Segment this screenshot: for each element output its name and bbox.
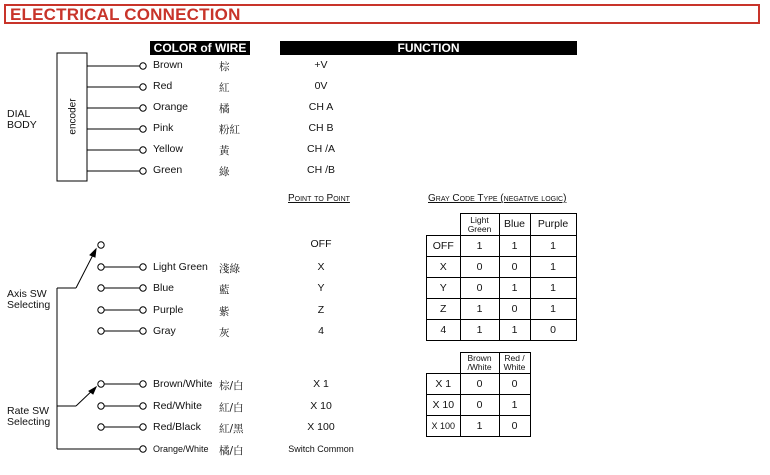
table-row: X 1 0 0	[427, 374, 531, 395]
dial-wire-kanji: 黃	[219, 145, 230, 157]
page-title: ELECTRICAL CONNECTION	[10, 5, 241, 24]
rate-wire-color: Orange/White	[153, 444, 209, 454]
axis-wire-kanji: 紫	[219, 306, 230, 318]
axis-wire-function: Y	[317, 282, 325, 294]
gray-code-title: Gray Code Type (negative logic)	[428, 193, 567, 204]
table-header: Light Green	[460, 214, 499, 236]
table-row: Y 0 1 1	[427, 278, 577, 299]
encoder-label: encoder	[67, 98, 79, 135]
rate-wire-function: X 1	[313, 378, 329, 390]
dial-wire-function: 0V	[314, 80, 328, 92]
rate-wire-function: X 100	[307, 421, 335, 433]
dial-wire-color: Brown	[153, 59, 183, 71]
axis-wire-function: 4	[318, 325, 324, 337]
dial-wire-color: Green	[153, 164, 183, 176]
dial-wire-color: Orange	[153, 101, 189, 113]
axis-wire-color: Purple	[153, 304, 184, 316]
rate-wire-kanji: 紅/黑	[219, 423, 244, 435]
dial-wire-kanji: 粉紅	[219, 124, 240, 136]
axis-wire-kanji: 藍	[219, 284, 230, 296]
rate-wire-color: Brown/White	[153, 378, 213, 390]
dial-wire-function: CH /A	[306, 143, 335, 155]
rate-switch-wires	[57, 381, 146, 452]
dial-wire-function: CH B	[308, 122, 334, 134]
rate-wire-kanji: 棕/白	[219, 380, 244, 392]
table-header: Brown /White	[460, 353, 499, 374]
rate-sw-label: Rate SW Selecting	[7, 405, 51, 428]
rate-gray-code-table	[426, 352, 531, 437]
rate-wire-function: X 10	[310, 400, 332, 412]
rate-wire-kanji: 紅/白	[219, 402, 244, 414]
dial-wire-kanji: 橘	[219, 103, 230, 115]
dial-wire-kanji: 綠	[219, 166, 230, 178]
dial-wire-function: CH /B	[306, 164, 335, 176]
axis-wire-function: X	[317, 261, 325, 273]
rate-wire-color: Red/White	[153, 400, 203, 412]
dial-wires	[87, 63, 146, 174]
dial-wire-kanji: 棕	[219, 61, 230, 73]
axis-switch-wires	[57, 242, 146, 449]
dial-wire-color: Red	[153, 80, 173, 92]
table-header: Blue	[499, 214, 530, 236]
function-header: FUNCTION	[280, 41, 577, 55]
table-header: Purple	[530, 214, 576, 236]
axis-wire-function: Z	[317, 304, 325, 316]
axis-off-function: OFF	[310, 238, 332, 250]
dial-wire-color: Yellow	[153, 143, 183, 155]
dial-wire-kanji: 紅	[219, 82, 230, 94]
rate-wire-color: Red/Black	[153, 421, 201, 433]
table-row: X 10 0 1	[427, 395, 531, 416]
axis-sw-label: Axis SW Selecting	[7, 288, 51, 311]
axis-gray-code-table	[426, 213, 577, 341]
dial-body-label: DIAL BODY	[7, 108, 37, 131]
axis-wire-color: Blue	[153, 282, 175, 294]
table-row: OFF 1 1 1	[427, 236, 577, 257]
table-row: 4 1 1 0	[427, 320, 577, 341]
point-to-point-title: Point to Point	[288, 193, 350, 204]
axis-wire-kanji: 淺綠	[219, 263, 240, 275]
dial-wire-color: Pink	[153, 122, 174, 134]
table-row: Z 1 0 1	[427, 299, 577, 320]
axis-wire-kanji: 灰	[219, 327, 230, 339]
dial-wire-function: CH A	[308, 101, 334, 113]
table-row: X 0 0 1	[427, 257, 577, 278]
table-header: Red / White	[499, 353, 530, 374]
dial-wire-function: +V	[314, 59, 328, 71]
rate-wire-kanji: 橘/白	[219, 445, 244, 457]
rate-wire-function: Switch Common	[288, 444, 354, 454]
axis-wire-color: Gray	[153, 325, 176, 337]
table-row: X 100 1 0	[427, 416, 531, 437]
axis-wire-color: Light Green	[153, 261, 208, 273]
color-of-wire-header: COLOR of WIRE	[150, 41, 250, 55]
